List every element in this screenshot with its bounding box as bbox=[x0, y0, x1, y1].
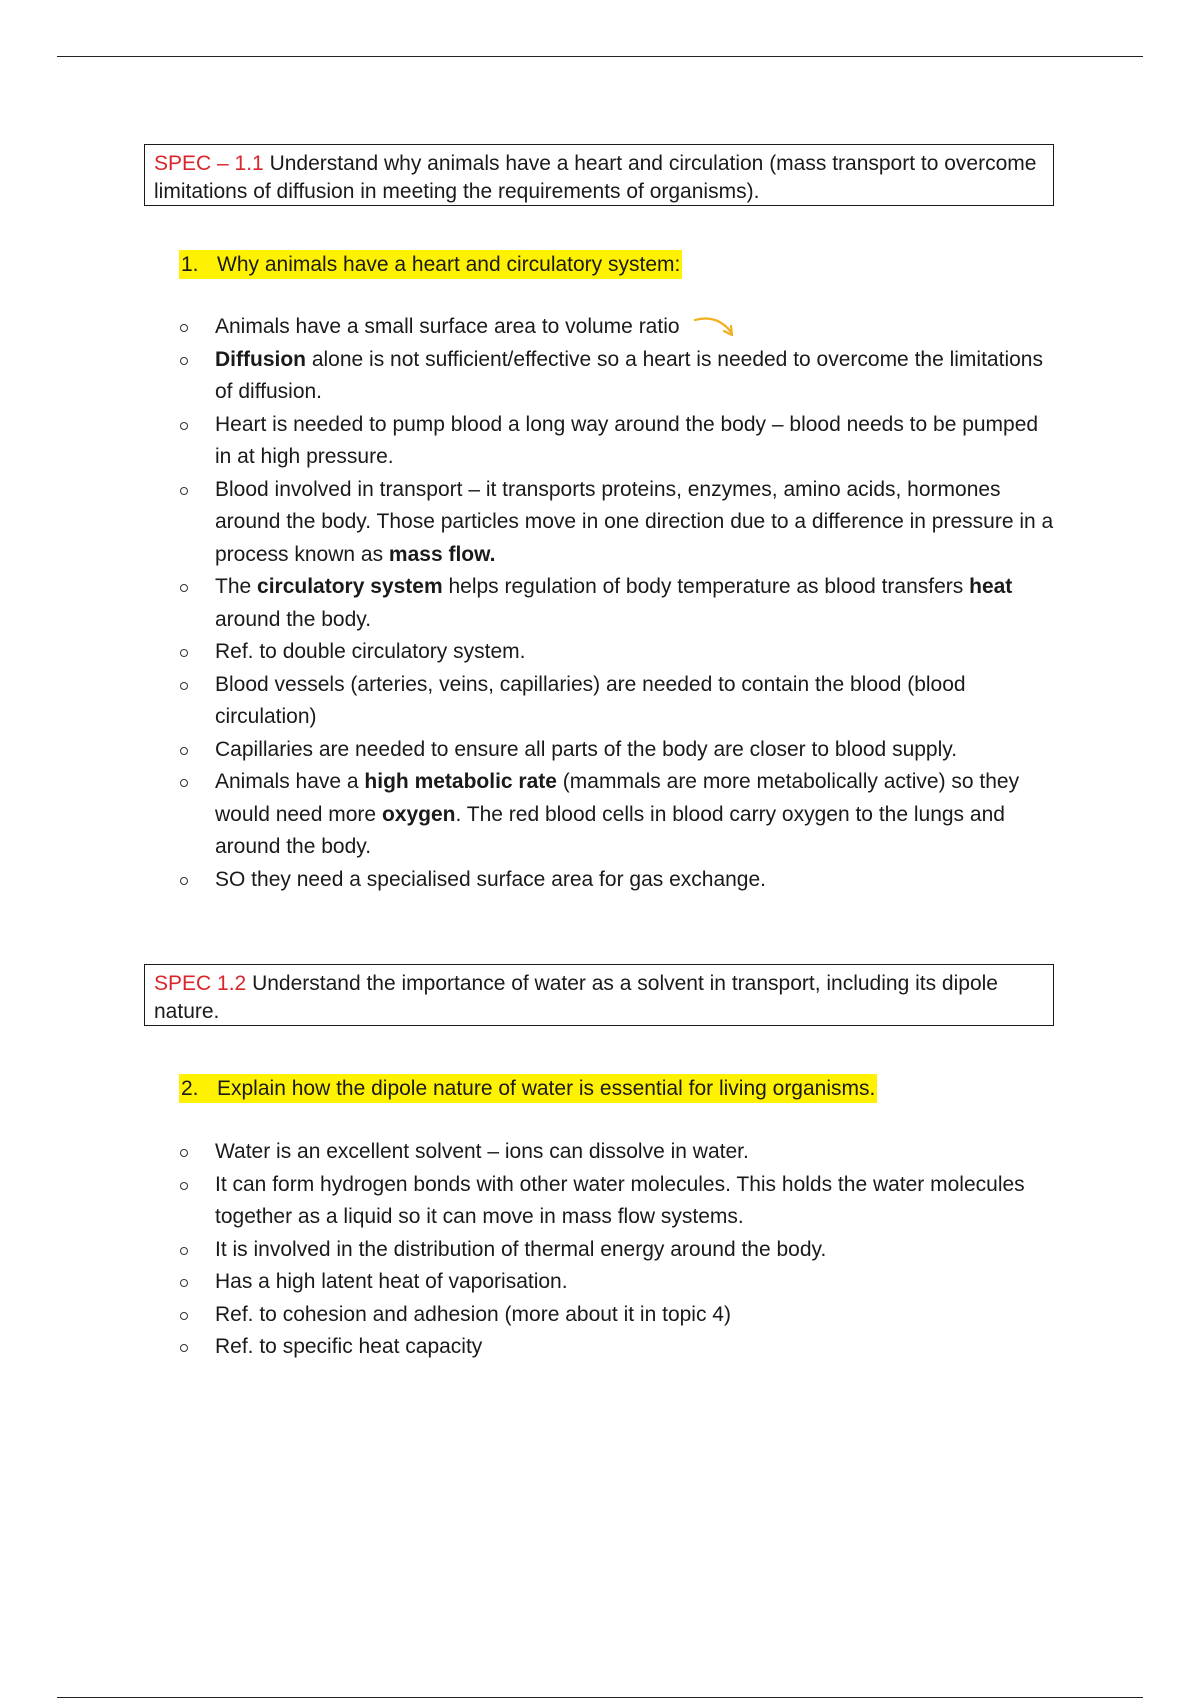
hollow-circle-bullet-icon bbox=[180, 1312, 188, 1320]
hollow-circle-bullet-icon bbox=[180, 1149, 188, 1157]
question-title: Explain how the dipole nature of water is essential for living organisms. bbox=[217, 1077, 876, 1100]
hollow-circle-bullet-icon bbox=[180, 1247, 188, 1255]
list-item: It can form hydrogen bonds with other water molecules. This holds the water molecules together as a liquid so it can move in mass flow systems. bbox=[178, 1169, 1058, 1234]
answer-list-2 bbox=[178, 1136, 1058, 1364]
hollow-circle-bullet-icon bbox=[180, 1344, 188, 1352]
hollow-circle-bullet-icon bbox=[180, 1279, 188, 1287]
spec-text: Understand why animals have a heart and circulation (mass transport to overcome limitations of diffusion in meeting the requirements of organisms). bbox=[154, 152, 1037, 203]
list-item: Has a high latent heat of vaporisation. bbox=[178, 1266, 1058, 1299]
list-item: Animals have a high metabolic rate (mammals are more metabolically active) so they would need more oxygen. The red blood cells in blood carry oxygen to the lungs and around the body. bbox=[178, 766, 1058, 864]
question-number: 1. bbox=[181, 253, 199, 276]
list-item: Animals have a small surface area to volume ratio bbox=[178, 311, 1058, 344]
list-item: Blood involved in transport – it transports proteins, enzymes, amino acids, hormones around the body. Those particles move in one direction due to a difference in pressure in a process known as mass flow. bbox=[178, 474, 1058, 572]
answer-list-1 bbox=[178, 311, 1058, 896]
hollow-circle-bullet-icon bbox=[180, 422, 188, 430]
hollow-circle-bullet-icon bbox=[180, 649, 188, 657]
list-item: Ref. to cohesion and adhesion (more about it in topic 4) bbox=[178, 1299, 1058, 1332]
spec-box-1-2 bbox=[144, 964, 1054, 1026]
list-item: The circulatory system helps regulation of body temperature as blood transfers heat around the body. bbox=[178, 571, 1058, 636]
list-item: Ref. to specific heat capacity bbox=[178, 1331, 1058, 1364]
question-heading-2 bbox=[179, 1074, 877, 1103]
list-item: Capillaries are needed to ensure all parts of the body are closer to blood supply. bbox=[178, 734, 1058, 767]
hollow-circle-bullet-icon bbox=[180, 324, 188, 332]
hollow-circle-bullet-icon bbox=[180, 487, 188, 495]
question-heading-1 bbox=[179, 250, 682, 279]
hollow-circle-bullet-icon bbox=[180, 1182, 188, 1190]
list-item: Diffusion alone is not sufficient/effective so a heart is needed to overcome the limitations of diffusion. bbox=[178, 344, 1058, 409]
spec-box-1-1 bbox=[144, 144, 1054, 206]
header-rule bbox=[57, 56, 1143, 57]
question-title: Why animals have a heart and circulatory system: bbox=[217, 253, 681, 276]
hollow-circle-bullet-icon bbox=[180, 877, 188, 885]
hollow-circle-bullet-icon bbox=[180, 584, 188, 592]
list-item: Ref. to double circulatory system. bbox=[178, 636, 1058, 669]
list-item: Heart is needed to pump blood a long way around the body – blood needs to be pumped in at high pressure. bbox=[178, 409, 1058, 474]
hollow-circle-bullet-icon bbox=[180, 682, 188, 690]
spec-text: Understand the importance of water as a solvent in transport, including its dipole nature. bbox=[154, 972, 998, 1023]
list-item: SO they need a specialised surface area for gas exchange. bbox=[178, 864, 1058, 897]
spec-code: SPEC 1.2 bbox=[154, 972, 247, 995]
curved-arrow-icon bbox=[693, 314, 737, 340]
footer-rule bbox=[57, 1697, 1143, 1698]
question-number: 2. bbox=[181, 1077, 199, 1100]
list-item: Blood vessels (arteries, veins, capillaries) are needed to contain the blood (blood circulation) bbox=[178, 669, 1058, 734]
hollow-circle-bullet-icon bbox=[180, 779, 188, 787]
list-item: It is involved in the distribution of thermal energy around the body. bbox=[178, 1234, 1058, 1267]
spec-code: SPEC – 1.1 bbox=[154, 152, 264, 175]
hollow-circle-bullet-icon bbox=[180, 357, 188, 365]
list-item: Water is an excellent solvent – ions can dissolve in water. bbox=[178, 1136, 1058, 1169]
hollow-circle-bullet-icon bbox=[180, 747, 188, 755]
